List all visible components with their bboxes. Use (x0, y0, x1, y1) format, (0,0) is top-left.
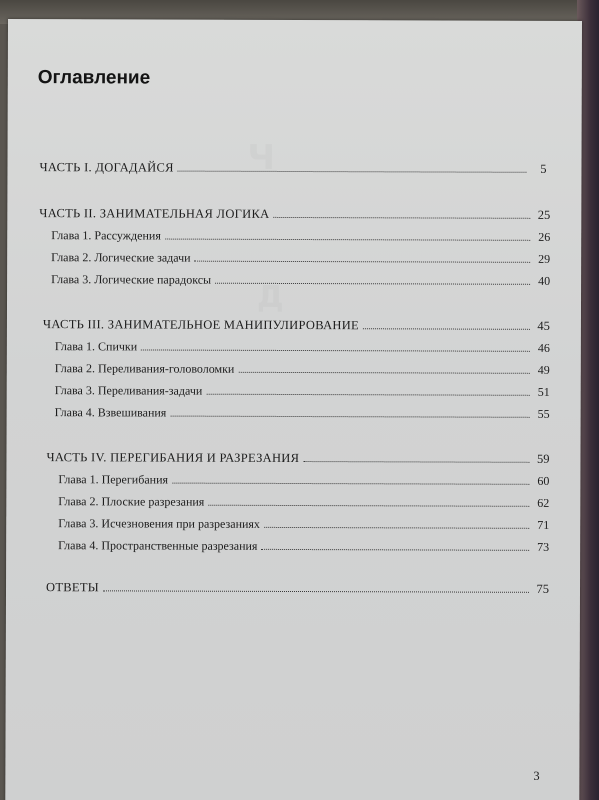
toc-entry-part-3[interactable] (43, 316, 550, 334)
dot-leader (206, 394, 529, 396)
toc-entry-page: 59 (536, 451, 550, 466)
toc-entry-answers[interactable] (46, 579, 549, 597)
toc-entry-label: ЧАСТЬ II. ЗАНИМАТЕЛЬНАЯ ЛОГИКА (39, 206, 270, 221)
toc-entry-page: 75 (536, 581, 550, 596)
dot-leader (141, 349, 530, 351)
toc-entry-label: Глава 2. Переливания-головоломки (54, 361, 235, 376)
toc-entry-label: Глава 1. Рассуждения (51, 228, 161, 243)
toc-entry-label: Глава 4. Пространственные разрезания (58, 538, 258, 553)
toc-entry-page: 29 (538, 251, 551, 266)
toc-entry-part-1[interactable] (39, 159, 546, 177)
toc-entry-page: 55 (537, 406, 550, 421)
toc-entry-page: 51 (537, 384, 550, 399)
toc-entry-label: Глава 2. Плоские разрезания (58, 494, 205, 509)
dot-leader (363, 328, 530, 330)
toc-entry-label: Глава 4. Взвешивания (54, 405, 167, 420)
toc-entry-label: Глава 2. Логические задачи (51, 250, 191, 265)
toc-entry-chapter[interactable] (58, 471, 549, 489)
dot-leader (215, 283, 530, 285)
page-title: Оглавление (37, 67, 151, 89)
toc-entry-chapter[interactable] (51, 271, 550, 289)
dot-leader (238, 372, 529, 374)
dot-leader (261, 549, 529, 551)
toc-entry-part-4[interactable] (46, 449, 549, 467)
toc-entry-page: 26 (538, 229, 551, 244)
toc-entry-page: 62 (537, 495, 550, 510)
toc-entry-chapter[interactable] (55, 404, 550, 422)
toc-entry-chapter[interactable] (58, 537, 549, 555)
toc-entry-label: ЧАСТЬ III. ЗАНИМАТЕЛЬНОЕ МАНИПУЛИРОВАНИЕ (42, 317, 360, 333)
toc-entry-chapter[interactable] (55, 382, 550, 400)
toc-entry-page: 46 (537, 340, 550, 355)
toc-entry-chapter[interactable] (51, 249, 550, 267)
dot-leader (172, 483, 529, 485)
document-page (5, 19, 582, 800)
toc-entry-page: 40 (538, 273, 551, 288)
watermark-decoration: Д (256, 279, 284, 315)
toc-entry-page: 5 (540, 161, 547, 176)
toc-entry-chapter[interactable] (55, 338, 550, 356)
toc-entry-label: Глава 3. Переливания-задачи (54, 383, 203, 398)
dot-leader (165, 239, 530, 241)
toc-entry-page: 49 (537, 362, 550, 377)
toc-entry-chapter[interactable] (58, 493, 549, 511)
table-of-contents (6, 19, 582, 721)
toc-entry-label: Глава 3. Исчезновения при разрезаниях (58, 516, 260, 531)
toc-entry-label: Глава 1. Спички (54, 339, 138, 354)
toc-entry-label: Глава 3. Логические парадоксы (51, 272, 212, 287)
dot-leader (208, 505, 529, 507)
dot-leader (103, 590, 529, 592)
toc-entry-label: ОТВЕТЫ (45, 580, 100, 595)
dot-leader (264, 527, 529, 529)
toc-entry-label: Глава 1. Перегибания (58, 472, 169, 487)
toc-entry-part-2[interactable] (39, 205, 550, 223)
dot-leader (303, 461, 529, 463)
toc-entry-page: 73 (537, 539, 550, 554)
toc-entry-label: ЧАСТЬ IV. ПЕРЕГИБАНИЯ И РАЗРЕЗАНИЯ (46, 450, 300, 466)
toc-entry-label: ЧАСТЬ I. ДОГАДАЙСЯ (39, 160, 174, 175)
toc-entry-chapter[interactable] (51, 227, 550, 245)
toc-entry-chapter[interactable] (58, 515, 549, 533)
dot-leader (273, 217, 530, 219)
toc-entry-chapter[interactable] (55, 360, 550, 378)
dot-leader (170, 416, 529, 418)
toc-entry-page: 45 (537, 318, 550, 333)
page-number: 3 (533, 768, 540, 783)
toc-entry-page: 25 (537, 207, 551, 222)
watermark-decoration: Ч (247, 137, 276, 178)
toc-entry-page: 71 (537, 517, 550, 532)
dot-leader (178, 171, 527, 173)
toc-entry-page: 60 (537, 473, 550, 488)
dot-leader (195, 261, 531, 263)
